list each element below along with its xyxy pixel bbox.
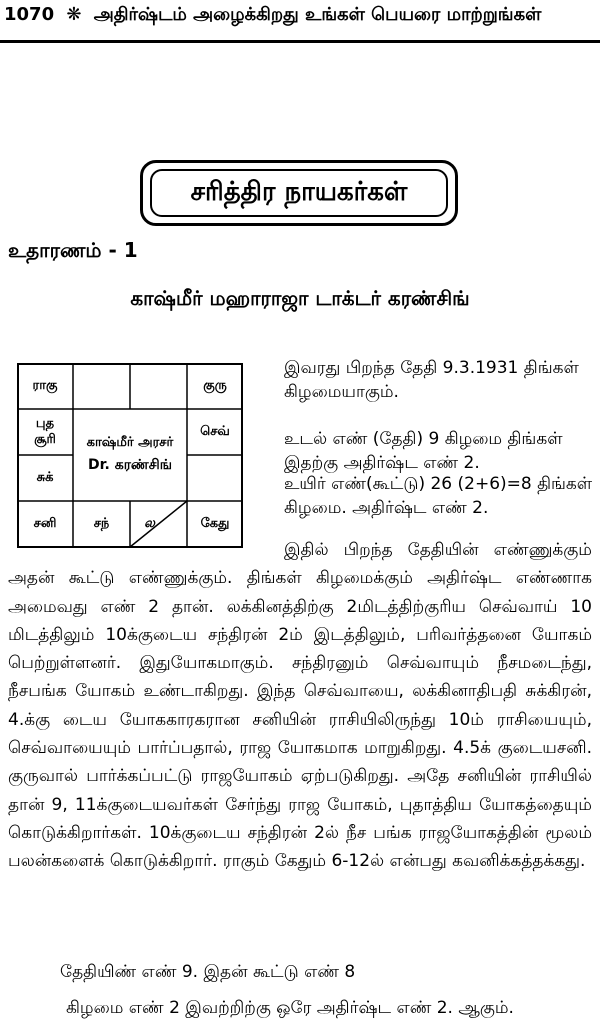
chart-cell-empty xyxy=(187,455,243,501)
analysis-paragraph: இதில் பிறந்த தேதியின் எண்ணுக்கும் அதன் கூட்டு எண்ணுக்கும். திங்கள் கிழமைக்கும் அதிர்ஷ்ட எண்ணாக அமைவது எண் 2 தான். லக்கினத்திற்கு 2மிடத்திற்குரிய செவ்வாய் 10 மிடத்திலும் 10க்குடைய சந்திரன் 2ம் இடத்திலும், பரிவர்த்தனை யோகம் பெற்றுள்ளனர். இதுயோகமாகும். சந்திரனும் செவ்வாயும் நீசமடைந்து, நீசபங்க யோகம் உண்டாகிறது. இந்த செவ்வாயை, லக்கினாதிபதி சுக்கிரன், 4.க்கு டைய யோககாரகரான சனியின் ராசியிலிருந்து 10ம் ராசியையும், செவ்வாயையும் பார்ப்பதால், ராஜ யோகமாக மாறுகிறது. 4.5க் குடையசனி. குருவால் பார்க்கப்பட்டு ராஜயோகம் ஏற்படுகிறது. அதே சனியின் ராசியில் தான் 9, 11க்குடையவர்கள் சேர்ந்து ராஜ யோகம், புதாத்திய யோகத்தையும் கொடுக்கிறார்கள். 10க்குடைய சந்திரன் 2ல் நீச பங்க ராஜயோகத்தின் மூலம் பலன்களைக் கொடுக்கிறார். ராகும் கேதும் 6-12ல் என்பது கவனிக்கத்தக்கது. xyxy=(8,540,592,872)
page-number: 1070 xyxy=(4,4,55,25)
separator-ornament: ❋ xyxy=(66,4,82,25)
chart-cell-sevvai: செவ் xyxy=(200,424,230,440)
chart-cell-chandran: சந் xyxy=(93,516,110,532)
horoscope-chart xyxy=(17,363,243,548)
chart-cell-rahu: ராகு xyxy=(32,378,58,394)
header-rule xyxy=(0,40,600,43)
birth-date-paragraph: இவரது பிறந்த தேதி 9.3.1931 திங்கள் கிழமையாகும். xyxy=(284,358,579,402)
chart-center-title: காஷ்மீர் அரசர் xyxy=(86,435,174,451)
chart-cell-empty xyxy=(130,363,187,409)
section-title: சரித்திர நாயகர்கள் xyxy=(150,169,448,217)
example-label: உதாரணம் - 1 xyxy=(8,238,138,262)
chart-cell-sani: சனி xyxy=(33,516,57,532)
chart-cell-empty xyxy=(73,363,130,409)
life-number-paragraph: உயிர் எண்(கூட்டு) 26 (2+6)=8 திங்கள் கிழமை. அதிர்ஷ்ட எண் 2. xyxy=(284,474,593,518)
chart-cell-guru: குரு xyxy=(203,378,227,394)
running-header xyxy=(4,4,596,40)
summary-line-2: கிழமை எண் 2 இவற்றிற்கு ஒரே அதிர்ஷ்ட எண் 2. ஆகும். xyxy=(66,998,514,1018)
chart-cell-lagnam: ல xyxy=(144,516,155,532)
subject-title: காஷ்மீர் மஹாராஜா டாக்டர் கரண்சிங் xyxy=(130,286,470,310)
chart-cell-surya: சூரி xyxy=(34,432,56,447)
chart-center-name: Dr. கரண்சிங் xyxy=(88,457,172,474)
chart-cell-budha: புத xyxy=(35,416,55,432)
chart-cell-budha-surya xyxy=(17,409,73,455)
chart-cell-sukran: சுக் xyxy=(36,470,54,486)
chart-cell-kethu: கேது xyxy=(200,516,230,532)
summary-line-1: தேதியிண் எண் 9. இதன் கூட்டு எண் 8 xyxy=(60,962,356,982)
chart-center-label xyxy=(73,409,187,501)
running-title: அதிர்ஷ்டம் அழைக்கிறது உங்கள் பெயரை மாற்றுங்கள் xyxy=(93,4,542,25)
section-title-frame xyxy=(140,160,458,226)
body-number-paragraph: உடல் எண் (தேதி) 9 கிழமை திங்கள் இதற்கு அதிர்ஷ்ட எண் 2. xyxy=(284,429,563,473)
